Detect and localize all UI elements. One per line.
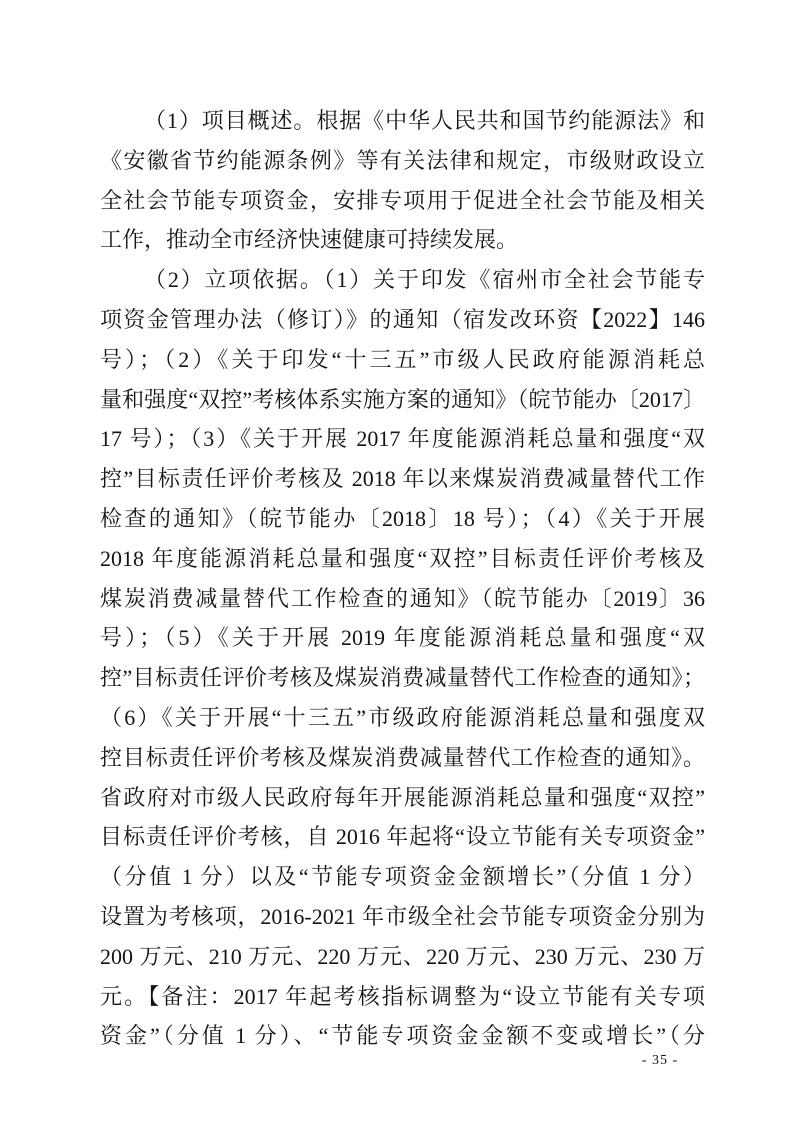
text-line: （1）项目概述。根据《中华人民共和国节约能源法》和	[144, 108, 705, 133]
text-line: 号）；（2）《关于印发“十三五”市级人民政府能源消耗总	[100, 346, 705, 372]
text-line: 17 号）；（3）《关于开展 2017 年度能源消耗总量和强度“双	[100, 426, 705, 452]
document-body	[100, 101, 705, 1056]
text-line: 全社会节能专项资金，安排专项用于促进全社会节能及相关	[100, 187, 705, 213]
text-line: （分值 1 分）以及“节能专项资金金额增长”（分值 1 分）	[100, 864, 705, 890]
paragraph	[100, 101, 705, 260]
text-line: 控”目标责任评价考核及 2018 年以来煤炭消费减量替代工作	[100, 466, 705, 492]
text-line: 资金”（分值 1 分）、“节能专项资金金额不变或增长”（分	[100, 1023, 705, 1049]
text-line: （6）《关于开展“十三五”市级政府能源消耗总量和强度双	[100, 704, 705, 730]
text-line: 省政府对市级人民政府每年开展能源消耗总量和强度“双控”	[100, 784, 705, 810]
text-line: 200 万元、210 万元、220 万元、220 万元、230 万元、230 万	[100, 943, 705, 969]
page-number: - 35 -	[641, 1053, 679, 1068]
text-line: 《安徽省节约能源条例》等有关法律和规定，市级财政设立	[100, 147, 705, 173]
text-line: 设置为考核项，2016-2021 年市级全社会节能专项资金分别为	[100, 903, 705, 929]
text-line: 检查的通知》（皖节能办〔2018〕18 号）；（4）《关于开展	[100, 505, 705, 531]
text-line: 量和强度“双控”考核体系实施方案的通知》（皖节能办〔2017〕	[100, 386, 705, 412]
text-line: 目标责任评价考核，自 2016 年起将“设立节能有关专项资金”	[100, 824, 705, 850]
text-line: 元。【备注：2017 年起考核指标调整为“设立节能有关专项	[100, 983, 705, 1009]
text-line: 2018 年度能源消耗总量和强度“双控”目标责任评价考核及	[100, 545, 705, 571]
text-line: 控目标责任评价考核及煤炭消费减量替代工作检查的通知》。	[100, 744, 705, 770]
text-line: 工作，推动全市经济快速健康可持续发展。	[100, 227, 519, 253]
text-line: 项资金管理办法（修订）》的通知（宿发改环资【2022】146	[100, 306, 705, 332]
text-line: （2）立项依据。（1）关于印发《宿州市全社会节能专	[144, 267, 705, 293]
text-line: 控”目标责任评价考核及煤炭消费减量替代工作检查的通知》；	[100, 665, 705, 691]
paragraph	[100, 260, 705, 1056]
text-line: 号）；（5）《关于开展 2019 年度能源消耗总量和强度“双	[100, 625, 705, 651]
text-line: 煤炭消费减量替代工作检查的通知》（皖节能办〔2019〕36	[100, 585, 705, 611]
